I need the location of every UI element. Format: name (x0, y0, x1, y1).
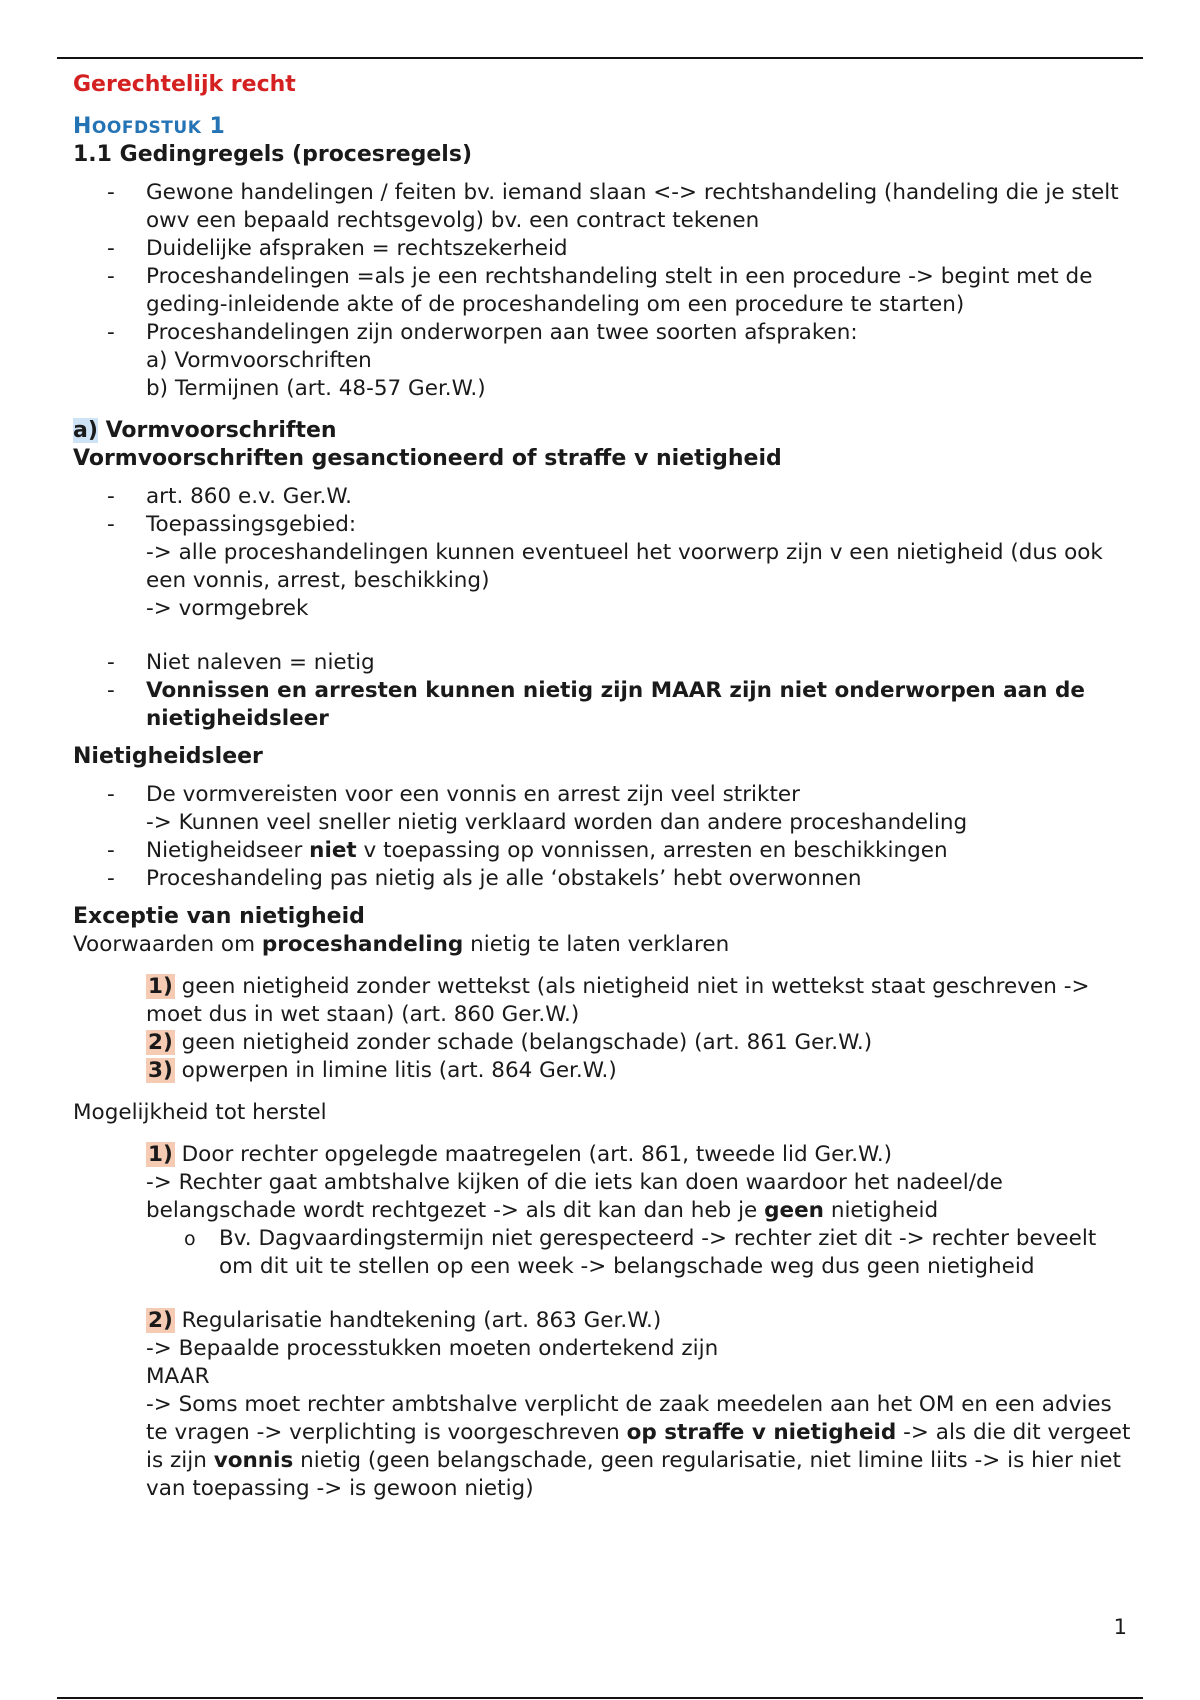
list-item: - art. 860 e.v. Ger.W. (73, 483, 1133, 511)
bottom-rule (57, 1697, 1143, 1699)
list-item: 3) opwerpen in limine litis (art. 864 Ger.W.) (148, 1058, 617, 1083)
document-body (73, 70, 1133, 1503)
list-item: - Gewone handelingen / feiten bv. iemand slaan <-> rechtshandeling (handeling die je stelt owv een bepaald rechtsgevolg) bv. een contract tekenen (73, 179, 1133, 235)
chapter-heading: HOOFDSTUK 1 (73, 114, 226, 139)
list-item: o Bv. Dagvaardingstermijn niet gerespecteerd -> rechter ziet dit -> rechter beveelt om dit uit te stellen op een week -> belangschade weg dus geen nietigheid (146, 1225, 1133, 1281)
herstel-heading: Mogelijkheid tot herstel (73, 1100, 327, 1125)
nietigheidsleer-list (73, 781, 1133, 893)
exceptie-heading: Exceptie van nietigheid (73, 904, 365, 929)
herstel-item-1: 1) Door rechter opgelegde maatregelen (art. 861, tweede lid Ger.W.) -> Rechter gaat ambtshalve kijken of die iets kan doen waardoor het nadeel/de belangschade wordt rechtgezet -> als dit kan dan heb je geen nietigheid (146, 1142, 1003, 1223)
herstel-sublist (73, 1225, 1133, 1281)
list-item: - Proceshandeling pas nietig als je alle ‘obstakels’ hebt overwonnen (73, 865, 1133, 893)
list-item: - Duidelijke afspraken = rechtszekerheid (73, 235, 1133, 263)
exceptie-list (73, 973, 1133, 1085)
vormvoorschriften-list (73, 483, 1133, 623)
nietig-list (73, 649, 1133, 733)
section-heading: 1.1 Gedingregels (procesregels) (73, 142, 472, 167)
list-item: - Proceshandelingen =als je een rechtshandeling stelt in een procedure -> begint met de geding-inleidende akte of de proceshandeling om een procedure te starten) (73, 263, 1133, 319)
list-item: - Vonnissen en arresten kunnen nietig zijn MAAR zijn niet onderworpen aan de nietigheidsleer (73, 677, 1133, 733)
list-item: - Nietigheidseer niet v toepassing op vonnissen, arresten en beschikkingen (73, 837, 1133, 865)
herstel-item-2: 2) Regularisatie handtekening (art. 863 Ger.W.) -> Bepaalde processtukken moeten ondertekend zijn MAAR -> Soms moet rechter ambtshalve verplicht de zaak meedelen aan het OM en een advies te vragen -> verplichting is voorgeschreven op straffe v nietigheid -> als die dit vergeet is zijn vonnis nietig (geen belangschade, geen regularisatie, niet limine liits -> is hier niet van toepassing -> is gewoon nietig) (146, 1308, 1131, 1501)
list-item: - De vormvereisten voor een vonnis en arrest zijn veel strikter -> Kunnen veel sneller nietig verklaard worden dan andere proceshandeling (73, 781, 1133, 837)
list-item: - Toepassingsgebied: -> alle proceshandelingen kunnen eventueel het voorwerp zijn v een nietigheid (dus ook een vonnis, arrest, beschikking) -> vormgebrek (73, 511, 1133, 623)
list-item: - Niet naleven = nietig (73, 649, 1133, 677)
list-item: - Proceshandelingen zijn onderworpen aan twee soorten afspraken: a) Vormvoorschriften b) Termijnen (art. 48-57 Ger.W.) (73, 319, 1133, 403)
nietigheidsleer-heading: Nietigheidsleer (73, 744, 263, 769)
list-item: 2) geen nietigheid zonder schade (belangschade) (art. 861 Ger.W.) (148, 1030, 873, 1055)
top-rule (57, 57, 1143, 59)
document-title: Gerechtelijk recht (73, 72, 296, 97)
page-number: 1 (1113, 1615, 1127, 1639)
intro-list (73, 179, 1133, 403)
subsection-subtitle: Vormvoorschriften gesanctioneerd of straffe v nietigheid (73, 446, 782, 471)
list-item: 1) geen nietigheid zonder wettekst (als nietigheid niet in wettekst staat geschreven -> moet dus in wet staan) (art. 860 Ger.W.) (146, 974, 1090, 1027)
exceptie-intro: Voorwaarden om proceshandeling nietig te laten verklaren (73, 932, 730, 957)
subsection-heading: a) Vormvoorschriften (73, 418, 337, 443)
